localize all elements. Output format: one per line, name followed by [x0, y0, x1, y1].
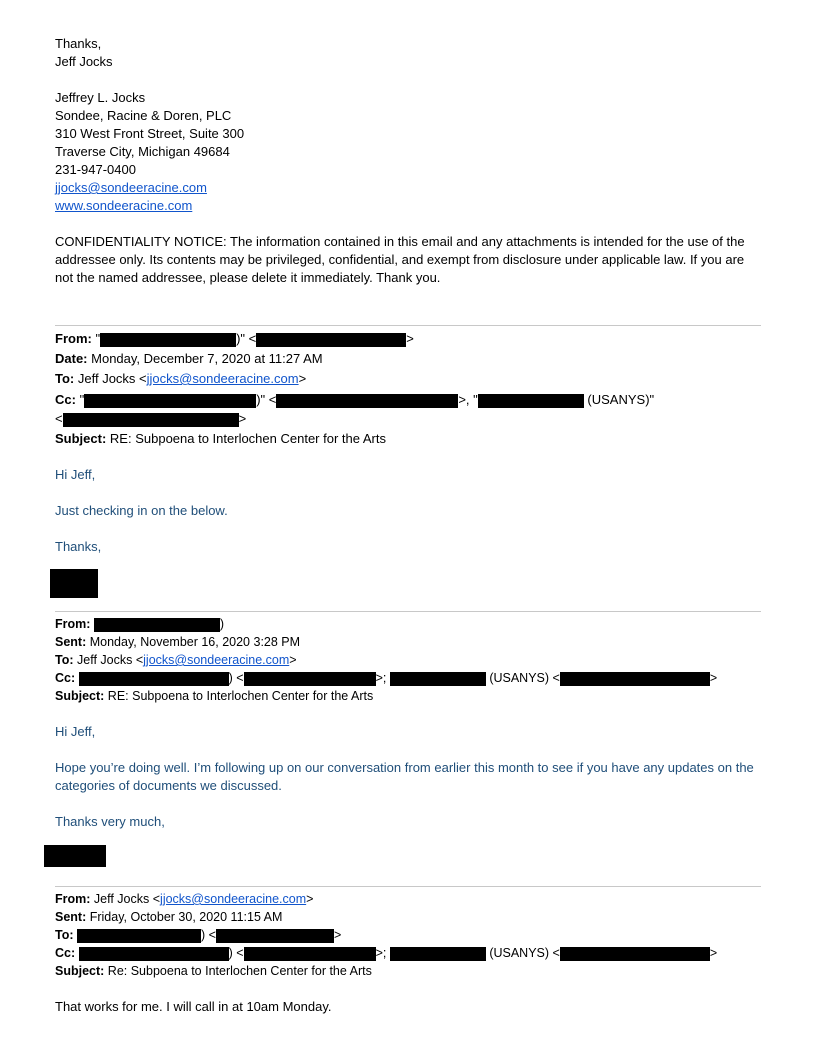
email3-to-label: To:: [55, 928, 74, 942]
email2-subject-label: Subject:: [55, 689, 105, 703]
email3-divider: [55, 886, 761, 887]
email3-body: That works for me. I will call in at 10am Monday.: [55, 999, 332, 1014]
email2-to-label: To:: [55, 653, 74, 667]
signature-street: 310 West Front Street, Suite 300: [55, 126, 245, 141]
email2-sent: Monday, November 16, 2020 3:28 PM: [89, 635, 301, 649]
email2-cc-line: Cc: ) < >; (USANYS) < >: [55, 671, 718, 685]
email3-from-name: Jeff Jocks: [93, 892, 150, 906]
email2-sent-line: [55, 633, 300, 651]
email2-closing: Thanks very much,: [55, 814, 165, 829]
email3-subject-label: Subject:: [55, 964, 105, 978]
email1-date: Monday, December 7, 2020 at 11:27 AM: [91, 351, 323, 366]
email3-subject-line: [55, 962, 372, 980]
email3-from-email-link[interactable]: jjocks@sondeeracine.com: [160, 892, 307, 906]
redaction-box: [79, 947, 229, 961]
email2-to-line: To: Jeff Jocks <jjocks@sondeeracine.com>: [55, 653, 297, 667]
redaction-box: [390, 672, 486, 686]
signature-email-link[interactable]: jjocks@sondeeracine.com: [55, 180, 207, 195]
email1-from-label: From:: [55, 331, 92, 346]
email3-cc-line: Cc: ) < >; (USANYS) < >: [55, 946, 718, 960]
redaction-box: [63, 413, 239, 427]
email2-cc-label: Cc:: [55, 671, 76, 685]
email1-body: Just checking in on the below.: [55, 503, 228, 518]
email1-to-line: To: Jeff Jocks <jjocks@sondeeracine.com>: [55, 371, 307, 386]
redaction-box: [79, 672, 229, 686]
email2-from-label: From:: [55, 617, 91, 631]
email2-to-name: Jeff Jocks: [77, 653, 133, 667]
email2-divider: [55, 611, 761, 612]
redaction-box: [390, 947, 486, 961]
signature-city: Traverse City, Michigan 49684: [55, 144, 230, 159]
redaction-box: [560, 947, 710, 961]
email3-cc-org: (USANYS): [489, 946, 550, 960]
email3-to-line: To: ) < >: [55, 928, 342, 942]
email3-sent-line: [55, 908, 282, 926]
email1-subject-line: [55, 430, 386, 448]
email2-to-email-link[interactable]: jjocks@sondeeracine.com: [143, 653, 290, 667]
email2-subject-line: [55, 687, 373, 705]
signature-website-link[interactable]: www.sondeeracine.com: [55, 198, 193, 213]
redaction-box: [216, 929, 334, 943]
email1-cc-org: (USANYS)": [587, 392, 655, 407]
email1-closing: Thanks,: [55, 539, 102, 554]
redaction-box: [77, 929, 201, 943]
email1-divider: [55, 325, 761, 326]
email3-subject: Re: Subpoena to Interlochen Center for the Arts: [107, 964, 372, 978]
email2-subject: RE: Subpoena to Interlochen Center for the Arts: [107, 689, 374, 703]
redaction-box: [244, 947, 376, 961]
email1-cc-line-2: < >: [55, 411, 247, 426]
redaction-box: [84, 394, 256, 408]
email3-sent-label: Sent:: [55, 910, 87, 924]
email2-greeting: Hi Jeff,: [55, 724, 96, 739]
email3-from-label: From:: [55, 892, 91, 906]
email1-cc-line: Cc: " )" < >, " (USANYS)": [55, 392, 655, 407]
redaction-box: [50, 569, 98, 598]
redaction-box: [276, 394, 458, 408]
redaction-box: [100, 333, 236, 347]
email1-to-name: Jeff Jocks: [77, 371, 136, 386]
email1-greeting: Hi Jeff,: [55, 467, 96, 482]
confidentiality-notice: CONFIDENTIALITY NOTICE: The information contained in this email and any attachments is intended for the use of the addressee only. Its contents may be privileged, confidential, and exempt from disclosure under applicable law. If you are not the named addressee, please delete it immediately. Thank you.: [55, 234, 745, 285]
email1-from-line: From: " )" < >: [55, 331, 414, 346]
redaction-box: [94, 618, 220, 632]
email1-date-label: Date:: [55, 351, 88, 366]
email1-to-email-link[interactable]: jjocks@sondeeracine.com: [146, 371, 299, 386]
email2-from-line: From: ): [55, 617, 225, 631]
signature-phone: 231-947-0400: [55, 162, 136, 177]
email1-subject-label: Subject:: [55, 431, 107, 446]
email1-date-line: [55, 350, 323, 368]
redaction-box: [44, 845, 106, 867]
email1-cc-label: Cc:: [55, 392, 76, 407]
signature-full-name: Jeffrey L. Jocks: [55, 90, 146, 105]
email2-body: Hope you’re doing well. I’m following up on our conversation from earlier this month to see if you have any updates on the categories of documents we discussed.: [55, 760, 754, 793]
signoff-thanks: Thanks,: [55, 36, 102, 51]
email3-from-line: From: Jeff Jocks <jjocks@sondeeracine.com>: [55, 892, 314, 906]
redaction-box: [478, 394, 584, 408]
email1-subject: RE: Subpoena to Interlochen Center for the Arts: [109, 431, 386, 446]
email3-sent: Friday, October 30, 2020 11:15 AM: [89, 910, 283, 924]
signature-firm: Sondee, Racine & Doren, PLC: [55, 108, 232, 123]
email3-cc-label: Cc:: [55, 946, 76, 960]
email2-cc-org: (USANYS): [489, 671, 550, 685]
redaction-box: [256, 333, 406, 347]
redaction-box: [244, 672, 376, 686]
email2-sent-label: Sent:: [55, 635, 87, 649]
email1-to-label: To:: [55, 371, 75, 386]
redaction-box: [560, 672, 710, 686]
signoff-name: Jeff Jocks: [55, 54, 113, 69]
